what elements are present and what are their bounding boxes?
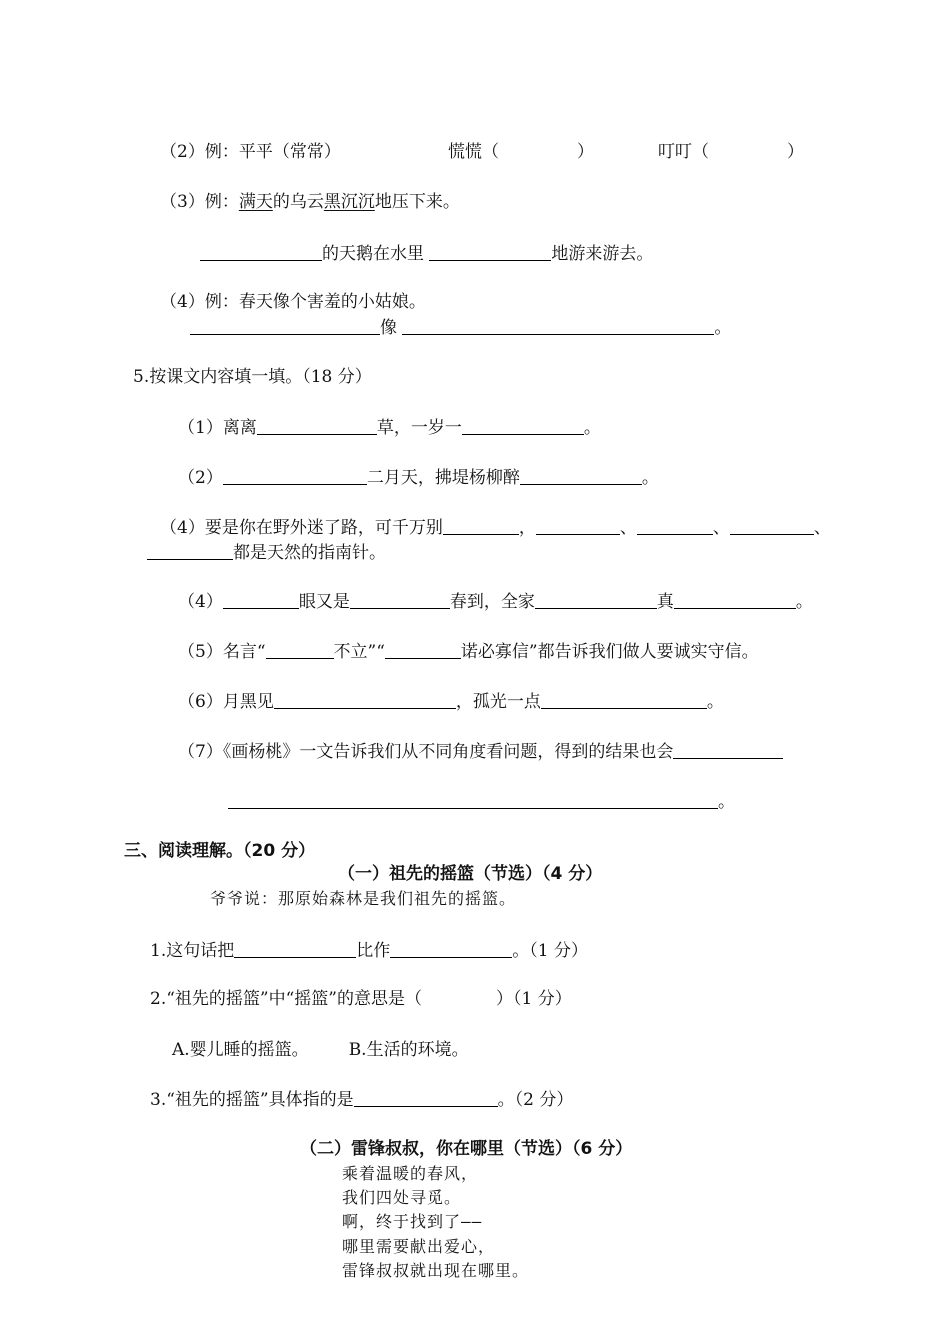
option-b[interactable]: B.生活的环境。 bbox=[348, 1040, 469, 1060]
answer-blank[interactable] bbox=[535, 590, 657, 609]
answer-blank[interactable] bbox=[520, 466, 642, 485]
passage2-title: （二）雷锋叔叔，你在哪里（节选）（6 分） bbox=[300, 1139, 633, 1159]
answer-blank[interactable] bbox=[266, 640, 334, 659]
underlined-word: 黑沉沉 bbox=[323, 192, 375, 212]
answer-blank[interactable] bbox=[274, 690, 456, 709]
ex2-line bbox=[160, 141, 341, 163]
q5-item3: （4）要是你在野外迷了路，可千万别 ， 、 、 、 bbox=[160, 518, 831, 538]
passage1-title: （一）祖先的摇篮（节选）（4 分） bbox=[338, 864, 603, 884]
ex3-fill: 的天鹅在水里 地游来游去。 bbox=[200, 242, 653, 265]
ex2-word1: 慌慌（ ） bbox=[448, 142, 594, 162]
p1-question1: 1.这句话把 比作 。（1 分） bbox=[150, 941, 588, 961]
answer-blank[interactable] bbox=[223, 590, 299, 609]
poem-line: 乘着温暖的春风， bbox=[342, 1164, 479, 1183]
answer-blank[interactable] bbox=[443, 516, 519, 535]
answer-blank[interactable] bbox=[234, 939, 356, 958]
q5-item2: （2） 二月天，拂堤杨柳醉 。 bbox=[178, 468, 659, 488]
ex4-fill: 像 。 bbox=[190, 316, 731, 339]
answer-blank[interactable] bbox=[350, 590, 450, 609]
option-a[interactable]: A.婴儿睡的摇篮。 bbox=[172, 1040, 309, 1060]
underlined-word: 满天 bbox=[238, 192, 273, 212]
passage1-quote: 爷爷说：那原始森林是我们祖先的摇篮。 bbox=[210, 889, 517, 908]
ex3-example: （3）例：满天的乌云黑沉沉地压下来。 bbox=[160, 192, 460, 212]
poem-line: 我们四处寻觅。 bbox=[342, 1188, 462, 1207]
p1-options bbox=[172, 1039, 469, 1061]
answer-blank[interactable] bbox=[637, 516, 713, 535]
ex2-word2: 叮叮（ ） bbox=[658, 142, 804, 162]
q5-item1: （1）离离 草，一岁一 。 bbox=[178, 418, 601, 438]
q5-item7-cont: 。 bbox=[228, 790, 735, 813]
answer-blank[interactable] bbox=[730, 516, 814, 535]
poem-line: 哪里需要献出爱心， bbox=[342, 1237, 496, 1256]
ex2-label: （2）例：平平（常常） bbox=[160, 142, 341, 162]
poem-line: 啊，终于找到了—— bbox=[342, 1212, 483, 1231]
answer-blank[interactable] bbox=[223, 466, 367, 485]
section3-title: 三、阅读理解。（20 分） bbox=[124, 841, 316, 861]
answer-blank[interactable] bbox=[536, 516, 620, 535]
answer-blank[interactable] bbox=[402, 316, 714, 335]
p1-question3: 3.“祖先的摇篮”具体指的是 。（2 分） bbox=[150, 1090, 574, 1110]
q5-title: 5.按课文内容填一填。（18 分） bbox=[133, 367, 372, 387]
answer-blank[interactable] bbox=[462, 416, 584, 435]
ex4-example: （4）例：春天像个害羞的小姑娘。 bbox=[160, 292, 426, 312]
answer-blank[interactable] bbox=[390, 939, 512, 958]
answer-blank[interactable] bbox=[429, 242, 551, 261]
q5-item6: （6）月黑见 ，孤光一点 。 bbox=[178, 692, 724, 712]
answer-blank[interactable] bbox=[147, 541, 233, 560]
answer-blank[interactable] bbox=[190, 316, 380, 335]
q5-item5: （5）名言“ 不立”“ 诺必寡信”都告诉我们做人要诚实守信。 bbox=[178, 642, 759, 662]
answer-blank[interactable] bbox=[257, 416, 377, 435]
answer-blank[interactable] bbox=[228, 790, 718, 809]
answer-blank[interactable] bbox=[354, 1088, 498, 1107]
answer-blank[interactable] bbox=[541, 690, 707, 709]
answer-blank[interactable] bbox=[385, 640, 461, 659]
poem-line: 雷锋叔叔就出现在哪里。 bbox=[342, 1261, 530, 1280]
answer-blank[interactable] bbox=[673, 740, 783, 759]
q5-item7: （7）《画杨桃》一文告诉我们从不同角度看问题，得到的结果也会 bbox=[178, 740, 783, 763]
p1-question2: 2.“祖先的摇篮”中“摇篮”的意思是（ ）（1 分） bbox=[150, 989, 572, 1009]
answer-blank[interactable] bbox=[200, 242, 322, 261]
q5-item4: （4） 眼又是 春到，全家 真 。 bbox=[178, 592, 813, 612]
q5-item3-cont: 都是天然的指南针。 bbox=[147, 541, 386, 564]
answer-blank[interactable] bbox=[674, 590, 796, 609]
